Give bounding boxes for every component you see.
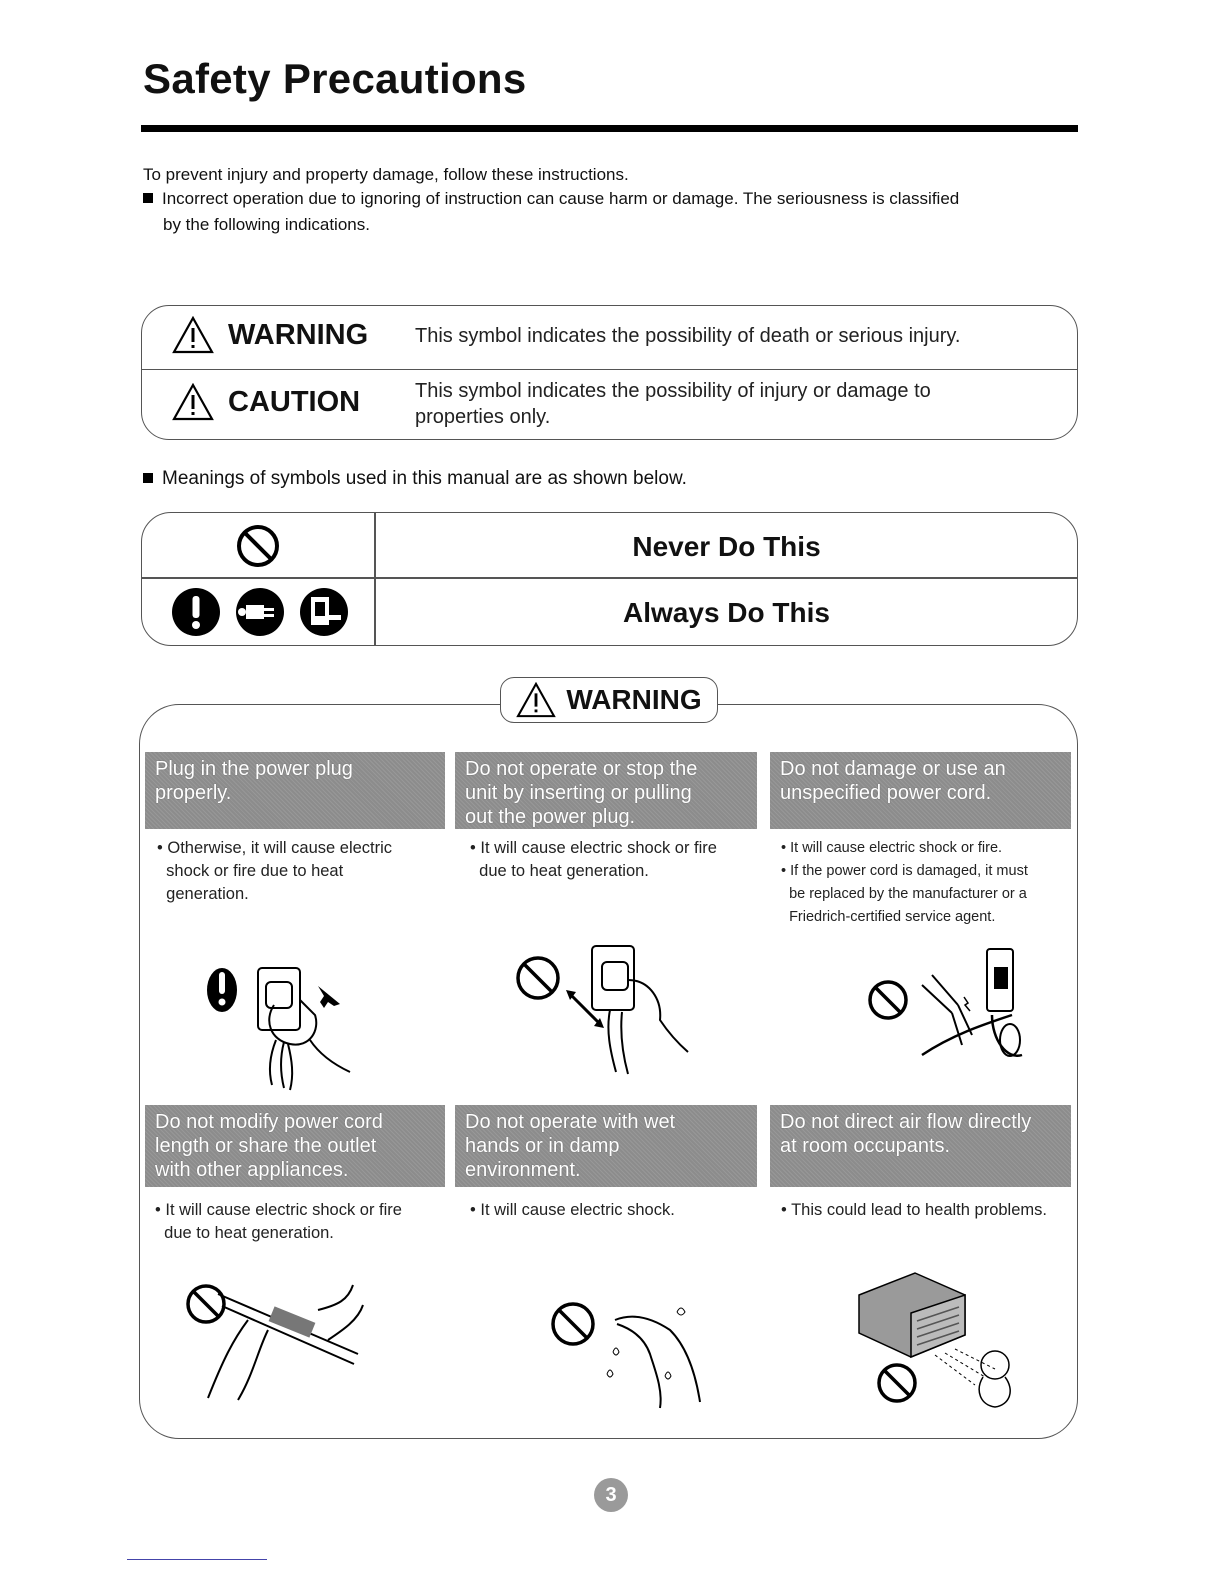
warning-section-title: WARNING: [500, 677, 718, 723]
panel-2-text: • It will cause electric shock or fire due to heat generation.: [470, 839, 717, 880]
intro-line: To prevent injury and property damage, follow these instructions.: [143, 165, 629, 184]
panel-1-banner: Plug in the power plug properly.: [145, 752, 445, 829]
panel-4-text: • It will cause electric shock or fire due to heat generation.: [155, 1201, 402, 1242]
prohibited-icon: [235, 523, 281, 569]
warning-triangle-icon: [516, 682, 556, 718]
panel-3-text: • It will cause electric shock or fire. • If the power cord is damaged, it must be replaced by the manufacturer or a Friedrich-certified service agent.: [781, 840, 1028, 925]
panel-6-text: • This could lead to health problems.: [781, 1201, 1047, 1219]
panel-2-banner: Do not operate or stop the unit by inserting or pulling out the power plug.: [455, 752, 757, 829]
ground-icon: [300, 588, 348, 636]
caution-triangle-icon: [172, 383, 214, 421]
air-flow-illustration: [855, 1265, 1035, 1415]
caution-row: [142, 370, 1077, 439]
symbols-intro: Meanings of symbols used in this manual are as shown below.: [143, 466, 687, 492]
panel-6-banner: Do not direct air flow directly at room occupants.: [770, 1105, 1071, 1187]
never-do-label: Never Do This: [632, 531, 821, 562]
mandatory-icon: [172, 588, 220, 636]
footer-line: [127, 1559, 267, 1560]
unplug-icon: [236, 588, 284, 636]
panel-1-text: • Otherwise, it will cause electric shock or fire due to heat generation.: [157, 839, 393, 903]
panel-5-banner: Do not operate with wet hands or in damp environment.: [455, 1105, 757, 1187]
modify-cord-illustration: [178, 1280, 368, 1405]
plug-in-illustration: [200, 960, 360, 1095]
panel-5-text: • It will cause electric shock.: [470, 1201, 675, 1219]
pull-plug-illustration: [510, 940, 700, 1080]
page-number: 3: [594, 1478, 628, 1512]
caution-description: This symbol indicates the possibility of injury or damage to properties only.: [415, 380, 931, 428]
damaged-cord-illustration: [862, 945, 1032, 1070]
bullet-square-icon: [143, 193, 153, 203]
warning-description: This symbol indicates the possibility of death or serious injury.: [415, 325, 961, 347]
intro-bullet: Incorrect operation due to ignoring of instruction can cause harm or damage. The seriousness is classified by the following indications.: [143, 186, 959, 238]
classification-box: [141, 305, 1078, 440]
warning-row: [142, 306, 1077, 370]
always-do-label: Always Do This: [623, 597, 830, 628]
symbols-box: [141, 512, 1078, 646]
caution-label: CAUTION: [228, 385, 361, 418]
panel-3-banner: Do not damage or use an unspecified power cord.: [770, 752, 1071, 829]
wet-hands-illustration: [545, 1290, 715, 1410]
title-rule: [141, 125, 1078, 132]
bullet-square-icon: [143, 473, 153, 483]
panel-4-banner: Do not modify power cord length or share the outlet with other appliances.: [145, 1105, 445, 1187]
page-title: Safety Precautions: [143, 55, 527, 102]
warning-triangle-icon: [172, 316, 214, 354]
warning-label: WARNING: [228, 318, 369, 351]
